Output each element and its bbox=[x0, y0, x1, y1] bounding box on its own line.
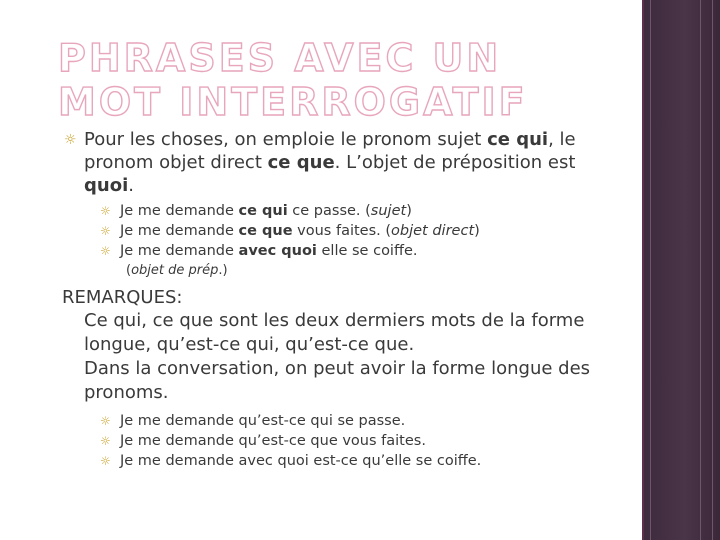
sun-bullet-icon: ☼ bbox=[100, 454, 111, 468]
long-form-example-list bbox=[100, 411, 624, 471]
example-term: ce que bbox=[238, 223, 293, 239]
long-form-example-item bbox=[100, 431, 624, 451]
example-note: sujet bbox=[370, 203, 407, 219]
main-point-text: . L’objet de préposition est bbox=[334, 152, 576, 173]
sun-bullet-icon: ☼ bbox=[100, 244, 111, 258]
main-point-text: Pour les choses, on emploie le pronom sujet bbox=[84, 129, 488, 150]
term-quoi: quoi bbox=[84, 175, 129, 196]
band-divider-line bbox=[712, 0, 713, 540]
slide-content bbox=[64, 128, 624, 471]
example-text: ) bbox=[406, 203, 412, 219]
example-text: elle se coiffe. bbox=[316, 243, 418, 259]
example-text: ) bbox=[474, 223, 480, 239]
decorative-side-band bbox=[642, 0, 720, 540]
remarques-body bbox=[84, 309, 624, 405]
term-ce-que: ce que bbox=[267, 152, 335, 173]
sun-bullet-icon: ☼ bbox=[100, 414, 111, 428]
sun-bullet-icon: ☼ bbox=[100, 224, 111, 238]
long-form-example-text: Je me demande qu’est-ce qui se passe. bbox=[120, 413, 406, 429]
example-text: Je me demande bbox=[120, 243, 239, 259]
main-point-text: , le pronom objet direct bbox=[84, 129, 576, 173]
example-item bbox=[100, 221, 624, 241]
sun-bullet-icon: ☼ bbox=[64, 132, 77, 148]
slide-title: PHRASES AVEC UN MOT INTERROGATIF bbox=[58, 36, 528, 124]
sun-bullet-icon: ☼ bbox=[100, 204, 111, 218]
example-list bbox=[100, 201, 624, 261]
long-form-example-text: Je me demande avec quoi est-ce qu’elle se coiffe. bbox=[120, 453, 482, 469]
remarques-paragraph: Dans la conversation, on peut avoir la forme longue des pronoms. bbox=[84, 358, 591, 403]
example-text: vous faites. ( bbox=[292, 223, 392, 239]
band-divider-line bbox=[700, 0, 701, 540]
long-form-example-item bbox=[100, 411, 624, 431]
prep-note-text: ( bbox=[126, 263, 132, 278]
prep-note bbox=[126, 262, 624, 280]
example-text: Je me demande bbox=[120, 203, 239, 219]
example-item bbox=[100, 241, 624, 261]
band-divider-line bbox=[642, 0, 644, 540]
sun-bullet-icon: ☼ bbox=[100, 434, 111, 448]
example-text: Je me demande bbox=[120, 223, 239, 239]
prep-note-text: .) bbox=[218, 263, 228, 278]
band-divider-line bbox=[650, 0, 651, 540]
example-item bbox=[100, 201, 624, 221]
example-text: ce passe. ( bbox=[287, 203, 371, 219]
long-form-example-text: Je me demande qu’est-ce que vous faites. bbox=[120, 433, 426, 449]
example-note: objet direct bbox=[391, 223, 475, 239]
term-ce-qui: ce qui bbox=[487, 129, 549, 150]
main-point-text: . bbox=[128, 175, 134, 196]
main-point bbox=[64, 128, 624, 197]
prep-note-label: objet de prép bbox=[131, 263, 219, 278]
remarques-heading: REMARQUES: bbox=[62, 287, 183, 308]
example-term: ce qui bbox=[238, 203, 288, 219]
remarques-paragraph: Ce qui, ce que sont les deux dermiers mots de la forme longue, qu’est-ce qui, qu’est-ce que. bbox=[84, 310, 585, 355]
long-form-example-item bbox=[100, 451, 624, 471]
example-term: avec quoi bbox=[238, 243, 317, 259]
